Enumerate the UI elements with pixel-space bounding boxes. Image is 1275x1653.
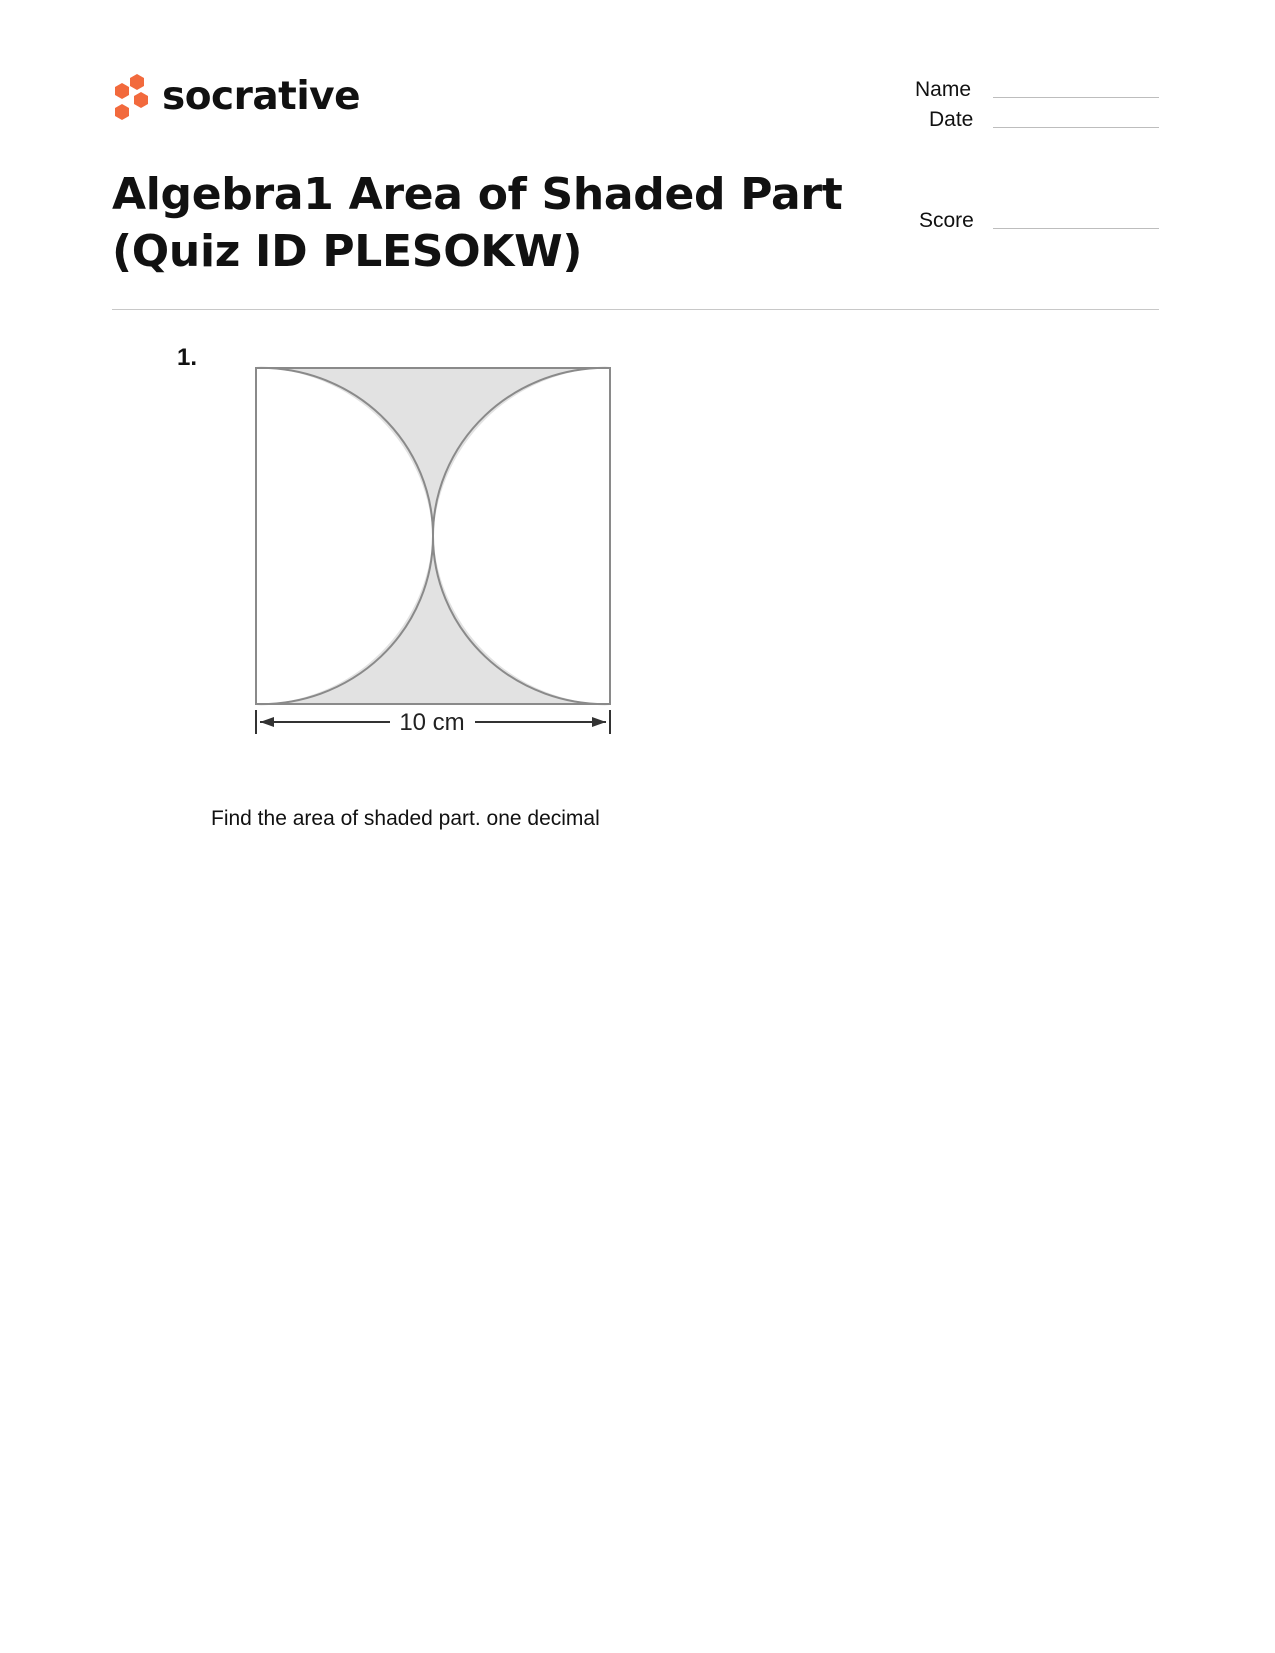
square-with-quarter-arcs-figure bbox=[250, 360, 620, 742]
name-field[interactable] bbox=[0, 75, 1275, 105]
date-label: Date bbox=[929, 108, 974, 131]
score-label: Score bbox=[919, 209, 974, 232]
date-field[interactable] bbox=[0, 105, 1275, 135]
page-title: Algebra1 Area of Shaded Part (Quiz ID PLESOKW) bbox=[112, 169, 843, 277]
name-line[interactable] bbox=[993, 97, 1159, 98]
arrow-right-icon bbox=[592, 717, 606, 727]
arrow-left-icon bbox=[260, 717, 274, 727]
question-text: Find the area of shaded part. one decimal bbox=[211, 807, 600, 830]
name-label: Name bbox=[915, 78, 972, 101]
question-number: 1. bbox=[177, 344, 198, 371]
score-field[interactable] bbox=[0, 206, 1275, 236]
brand-name: socrative bbox=[162, 73, 361, 119]
date-line[interactable] bbox=[993, 127, 1159, 128]
header-divider bbox=[112, 309, 1159, 310]
dimension-label: 10 cm bbox=[399, 709, 465, 736]
score-line[interactable] bbox=[993, 228, 1159, 229]
